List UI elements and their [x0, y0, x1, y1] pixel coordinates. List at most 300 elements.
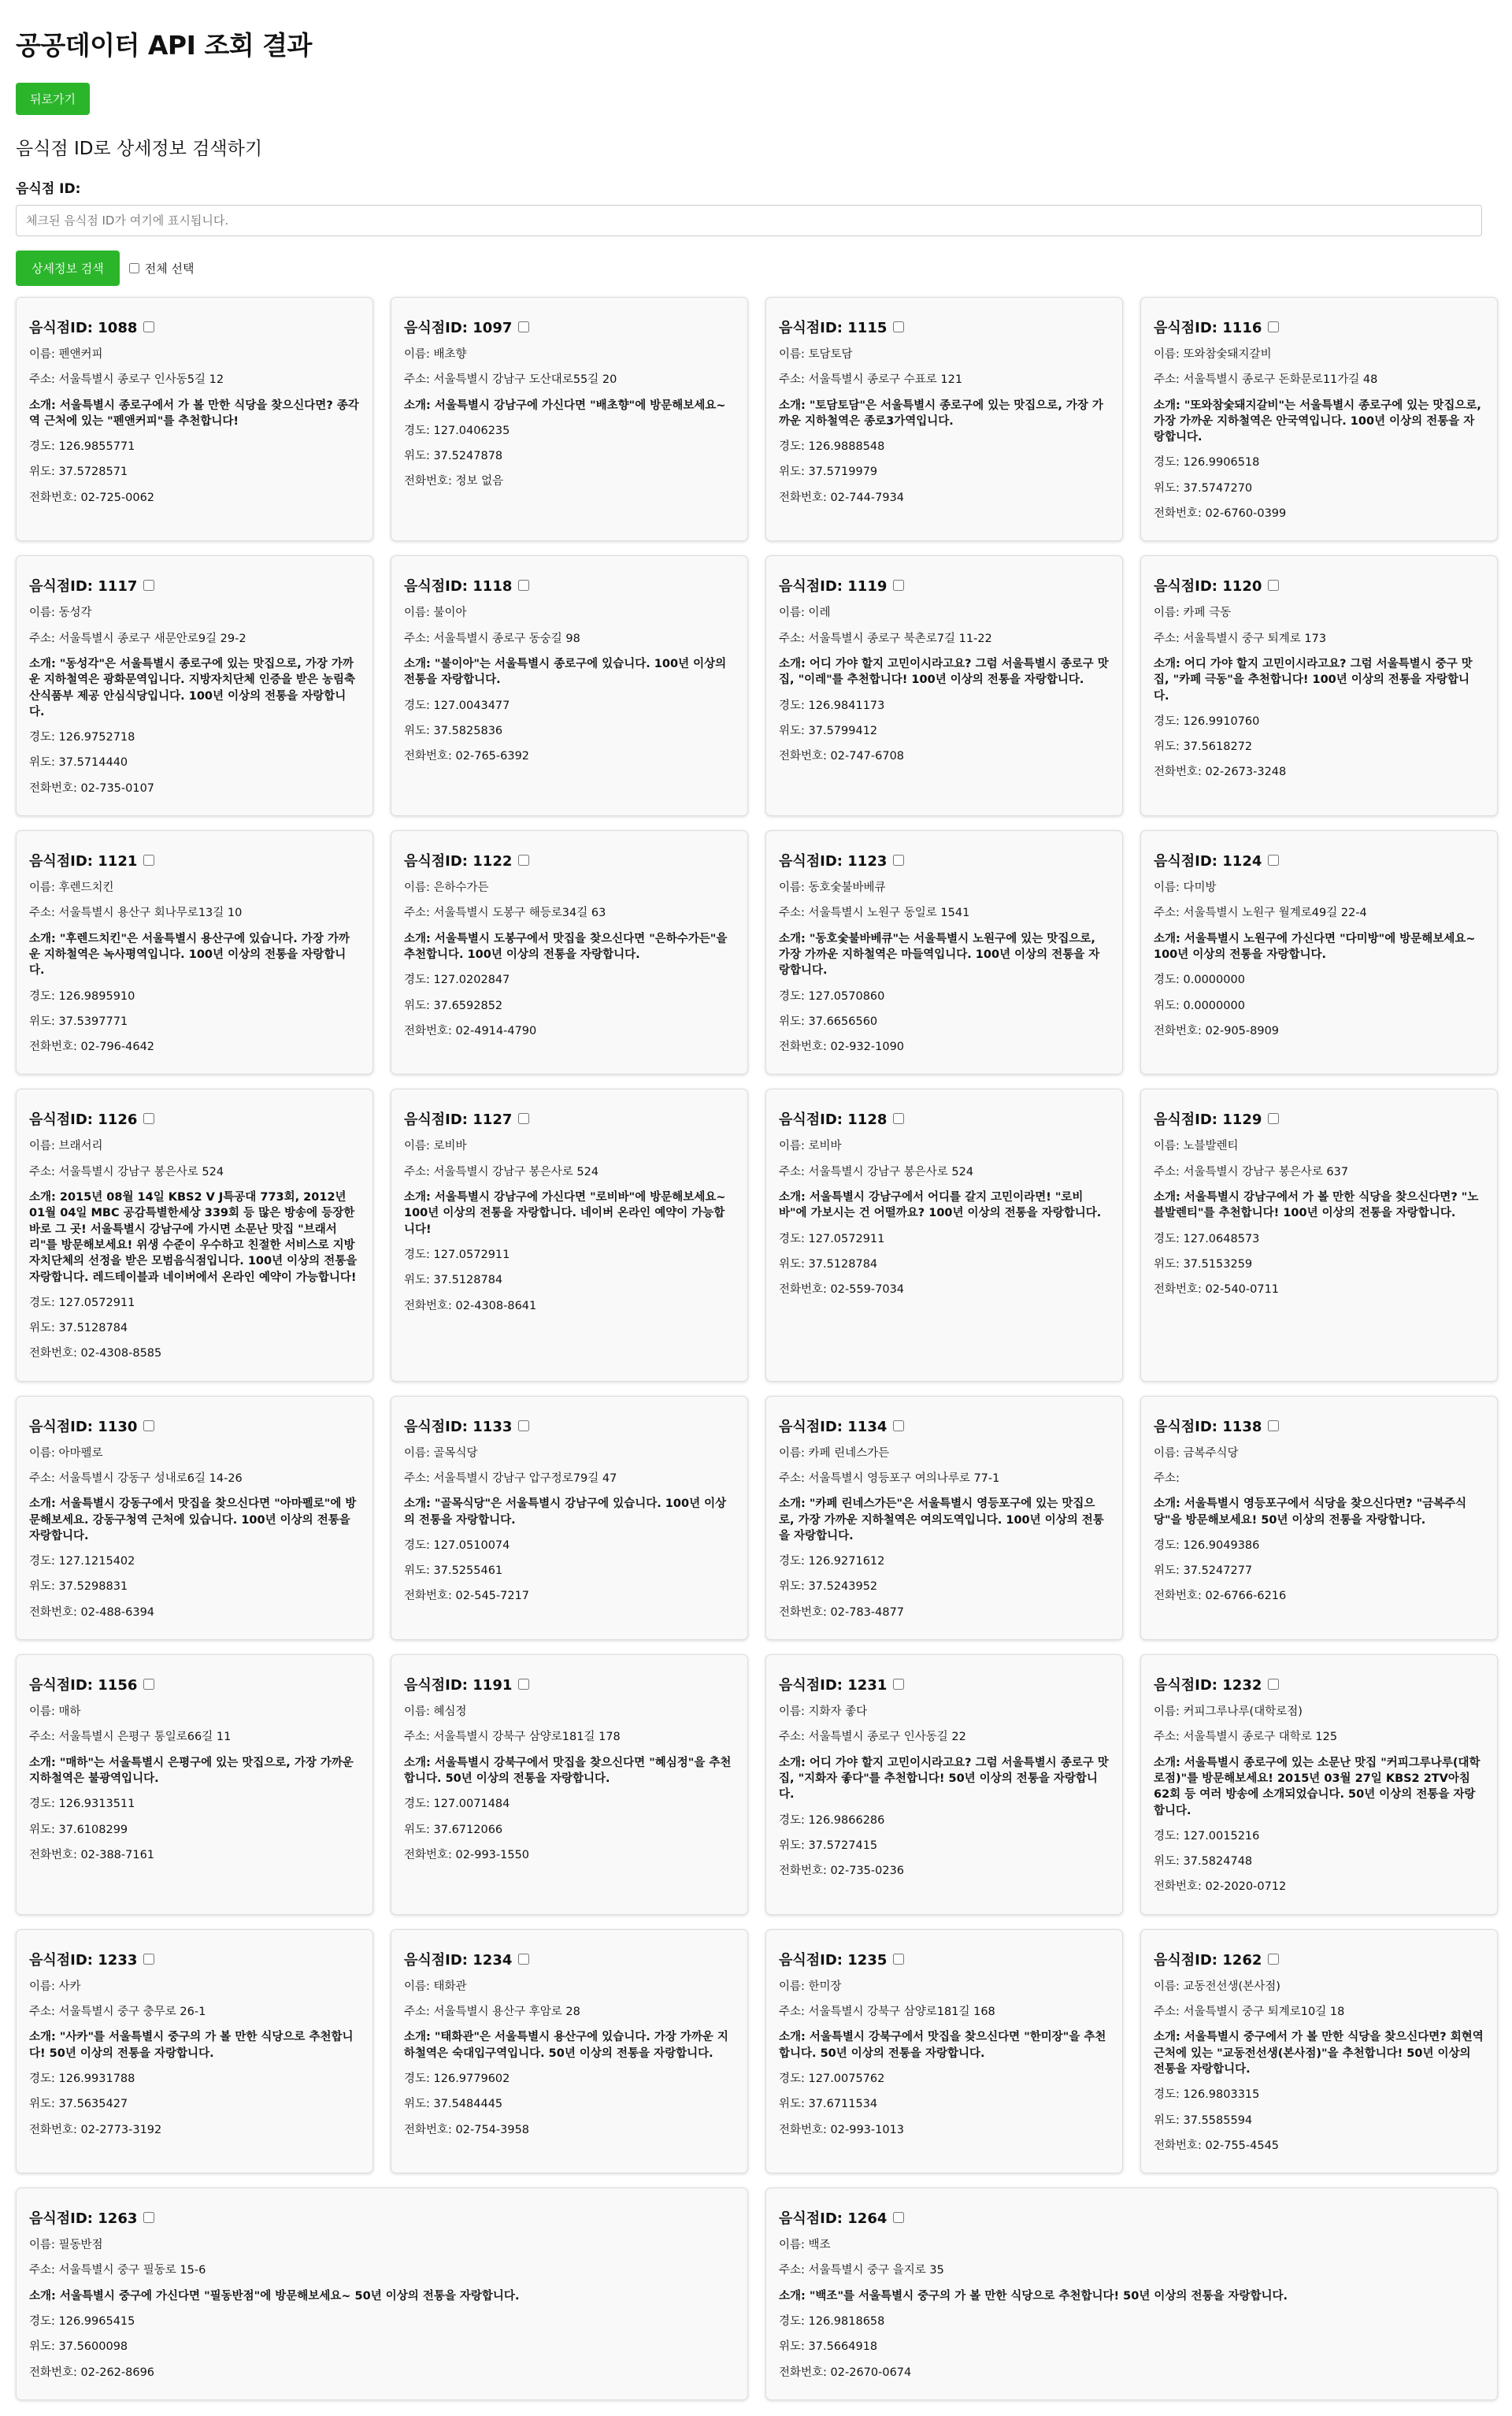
- card-latitude-label: 위도:: [779, 2340, 809, 2354]
- card-longitude-label: 경도:: [404, 974, 434, 987]
- card-select-checkbox[interactable]: [1268, 1113, 1279, 1124]
- card-longitude: [1154, 1231, 1484, 1247]
- card-address-label: 주소:: [1154, 1471, 1180, 1485]
- card-longitude: [779, 439, 1110, 455]
- card-id-value: 1133: [472, 1418, 513, 1435]
- card-id-heading: [404, 1416, 735, 1436]
- card-id-heading: [1154, 850, 1484, 870]
- restaurant-card: [16, 297, 373, 541]
- card-address: [29, 631, 360, 647]
- card-phone-value: 02-735-0107: [80, 781, 155, 795]
- card-name-label: 이름:: [404, 1705, 434, 1719]
- card-phone-label: 전화번호:: [1154, 1024, 1206, 1037]
- card-select-checkbox[interactable]: [143, 1954, 154, 1965]
- card-select-checkbox[interactable]: [893, 855, 904, 866]
- restaurant-card: [1140, 1089, 1498, 1381]
- card-id-heading: [1154, 575, 1484, 596]
- card-intro: [1154, 1189, 1484, 1222]
- card-phone-label: 전화번호:: [404, 2123, 456, 2136]
- card-address: [779, 2004, 1110, 2020]
- card-latitude-value: 37.5714440: [58, 756, 128, 770]
- card-address-value: 서울특별시 중구 퇴계로 173: [1183, 632, 1327, 645]
- card-select-checkbox[interactable]: [1268, 1679, 1279, 1690]
- restaurant-card: [16, 830, 373, 1074]
- card-intro-label: 소개:: [779, 2031, 810, 2044]
- card-longitude-value: 126.9803315: [1183, 2088, 1260, 2102]
- card-intro-label: 소개:: [404, 1756, 435, 1769]
- select-all[interactable]: [126, 260, 195, 276]
- card-latitude-label: 위도:: [1154, 481, 1184, 495]
- card-intro: [404, 656, 735, 688]
- card-longitude-value: 127.0075762: [808, 2072, 885, 2085]
- card-address-label: 주소:: [29, 907, 59, 920]
- card-address: [1154, 1164, 1484, 1180]
- card-intro: [779, 1189, 1110, 1222]
- card-name-label: 이름:: [1154, 1140, 1184, 1153]
- card-name-value: 노블발렌티: [1183, 1140, 1239, 1153]
- card-longitude-label: 경도:: [29, 2315, 59, 2328]
- card-name-value: 지화자 좋다: [808, 1705, 868, 1719]
- select-all-checkbox[interactable]: [129, 263, 139, 273]
- card-intro: [779, 2288, 1484, 2304]
- card-id-value: 1124: [1222, 853, 1262, 870]
- card-select-checkbox[interactable]: [893, 1420, 904, 1431]
- card-latitude-label: 위도:: [404, 1564, 434, 1578]
- card-longitude-value: 126.9818658: [808, 2315, 885, 2328]
- card-phone-value: 02-4914-4790: [455, 1024, 537, 1037]
- card-latitude: [779, 2339, 1484, 2355]
- card-name-value: 카페 극동: [1183, 607, 1232, 620]
- card-name-value: 교동전선생(본사점): [1183, 1980, 1280, 1993]
- card-select-checkbox[interactable]: [893, 1113, 904, 1124]
- card-latitude-label: 위도:: [779, 724, 809, 737]
- card-address: [1154, 2004, 1484, 2020]
- card-longitude: [779, 1553, 1110, 1569]
- card-address-value: 서울특별시 종로구 북촌로7길 11-22: [808, 632, 992, 645]
- card-address: [1154, 905, 1484, 921]
- card-address-label: 주소:: [1154, 1165, 1184, 1178]
- card-name-value: 불이아: [433, 607, 467, 620]
- card-longitude-value: 127.0071484: [433, 1798, 510, 1811]
- card-id-heading: [404, 317, 735, 337]
- card-phone-label: 전화번호:: [29, 1848, 81, 1861]
- card-name-label: 이름:: [29, 607, 59, 620]
- card-address-value: 서울특별시 종로구 수표로 121: [808, 373, 963, 387]
- card-select-checkbox[interactable]: [518, 580, 529, 591]
- card-longitude-value: 127.0202847: [433, 974, 510, 987]
- card-id-value: 1088: [98, 320, 138, 336]
- restaurant-card: [765, 555, 1123, 816]
- card-address: [29, 1729, 360, 1745]
- card-longitude: [779, 2071, 1110, 2087]
- card-intro: [29, 931, 360, 979]
- card-select-checkbox[interactable]: [893, 1954, 904, 1965]
- card-address-value: 서울특별시 종로구 돈화문로11가길 48: [1183, 373, 1378, 387]
- card-name-label: 이름:: [1154, 607, 1184, 620]
- card-address-label: 주소:: [29, 1471, 59, 1485]
- card-address-label: 주소:: [779, 1731, 809, 1744]
- card-intro-value: "백조"를 서울특별시 중구의 가 볼 만한 식당으로 추천합니다! 50년 이상의 전통을 자랑합니다.: [809, 2289, 1288, 2303]
- card-latitude-label: 위도:: [1154, 2114, 1184, 2127]
- card-latitude: [29, 464, 360, 480]
- card-select-checkbox[interactable]: [518, 1420, 529, 1431]
- card-id-heading: [29, 1949, 360, 1969]
- card-longitude-label: 경도:: [1154, 2088, 1184, 2102]
- card-longitude-label: 경도:: [29, 440, 59, 454]
- card-longitude-value: 126.9910760: [1183, 714, 1260, 728]
- card-address: [404, 631, 735, 647]
- card-select-checkbox[interactable]: [143, 855, 154, 866]
- card-longitude: [1154, 2087, 1484, 2102]
- detail-search-button[interactable]: 상세정보 검색: [16, 251, 120, 286]
- card-address: [404, 905, 735, 921]
- card-longitude: [29, 1295, 360, 1311]
- card-id-heading: [779, 850, 1110, 870]
- card-longitude: [779, 1231, 1110, 1247]
- card-address: [29, 372, 360, 388]
- card-address-label: 주소:: [1154, 373, 1184, 387]
- card-address: [404, 1471, 735, 1486]
- card-id-prefix: 음식점ID:: [1154, 1418, 1223, 1435]
- card-address-label: 주소:: [404, 2006, 434, 2019]
- card-intro-label: 소개:: [29, 2289, 60, 2303]
- card-phone-value: 02-993-1013: [830, 2123, 905, 2136]
- card-name-label: 이름:: [29, 881, 59, 895]
- card-phone-value: 02-735-0236: [830, 1865, 905, 1878]
- card-name-label: 이름:: [1154, 1446, 1184, 1460]
- card-phone: [779, 1282, 1110, 1297]
- card-select-checkbox[interactable]: [143, 1420, 154, 1431]
- restaurant-card: [765, 1929, 1123, 2173]
- card-select-checkbox[interactable]: [518, 1954, 529, 1965]
- card-longitude: [29, 1553, 360, 1569]
- card-latitude: [404, 2096, 735, 2112]
- card-longitude: [779, 989, 1110, 1004]
- card-select-checkbox[interactable]: [143, 2212, 154, 2223]
- restaurant-card: [1140, 830, 1498, 1074]
- card-longitude: [779, 698, 1110, 714]
- card-name: [779, 347, 1110, 362]
- card-select-checkbox[interactable]: [143, 321, 154, 332]
- card-longitude: [29, 2314, 735, 2329]
- card-longitude-label: 경도:: [779, 1813, 809, 1827]
- card-id-value: 1127: [472, 1112, 513, 1129]
- card-latitude-label: 위도:: [404, 999, 434, 1012]
- restaurant-id-input[interactable]: [16, 205, 1482, 236]
- card-intro-value: "또와참숯돼지갈비"는 서울특별시 종로구에 있는 맛집으로, 가장 가까운 지하철역은 안국역입니다. 100년 이상의 전통을 자랑합니다.: [1154, 399, 1481, 444]
- card-phone: [404, 473, 735, 489]
- card-longitude-value: 127.0572911: [433, 1248, 510, 1261]
- card-phone-value: 02-783-4877: [830, 1605, 905, 1619]
- card-longitude: [29, 989, 360, 1004]
- restaurant-card: [765, 297, 1123, 541]
- card-phone-label: 전화번호:: [1154, 1283, 1206, 1297]
- card-phone: [1154, 1879, 1484, 1895]
- card-phone: [779, 2365, 1484, 2381]
- card-address-value: 서울특별시 노원구 동일로 1541: [808, 907, 970, 920]
- card-longitude-label: 경도:: [404, 1538, 434, 1552]
- card-name-label: 이름:: [779, 607, 809, 620]
- card-select-checkbox[interactable]: [893, 580, 904, 591]
- card-latitude: [29, 1822, 360, 1838]
- card-phone-label: 전화번호:: [1154, 766, 1206, 779]
- card-phone-label: 전화번호:: [1154, 507, 1206, 521]
- restaurant-card: [16, 555, 373, 816]
- card-select-checkbox[interactable]: [1268, 1420, 1279, 1431]
- card-longitude-label: 경도:: [404, 424, 434, 437]
- card-phone: [1154, 506, 1484, 521]
- card-select-checkbox[interactable]: [893, 321, 904, 332]
- card-id-heading: [29, 575, 360, 596]
- card-select-checkbox[interactable]: [893, 1679, 904, 1690]
- card-id-heading: [404, 1674, 735, 1694]
- card-phone-label: 전화번호:: [779, 1041, 831, 1054]
- restaurant-card: [16, 2188, 748, 2400]
- card-latitude-value: 37.5397771: [58, 1015, 128, 1028]
- card-address-label: 주소:: [29, 373, 59, 387]
- card-intro: [29, 1496, 360, 1544]
- card-name: [29, 347, 360, 362]
- card-id-value: 1097: [472, 320, 513, 336]
- card-intro-label: 소개:: [779, 1497, 810, 1511]
- card-id-prefix: 음식점ID:: [404, 1418, 473, 1435]
- card-phone: [779, 490, 1110, 506]
- back-button[interactable]: 뒤로가기: [16, 83, 90, 115]
- card-longitude: [1154, 1828, 1484, 1844]
- card-intro: [779, 656, 1110, 688]
- card-longitude: [404, 1538, 735, 1553]
- restaurant-id-label: 음식점 ID:: [16, 181, 81, 197]
- card-longitude-value: 126.9049386: [1183, 1538, 1260, 1552]
- restaurant-card: [765, 1089, 1123, 1381]
- card-id-prefix: 음식점ID:: [29, 1418, 98, 1435]
- card-address-label: 주소:: [29, 632, 59, 645]
- card-latitude: [1154, 739, 1484, 755]
- search-controls: [16, 251, 1496, 286]
- card-select-checkbox[interactable]: [143, 1113, 154, 1124]
- card-phone-value: 02-932-1090: [830, 1041, 905, 1054]
- card-id-value: 1264: [847, 2210, 888, 2228]
- card-id-value: 1263: [98, 2210, 138, 2228]
- card-name-label: 이름:: [404, 348, 434, 361]
- card-id-heading: [404, 1108, 735, 1129]
- card-address-label: 주소:: [779, 1471, 809, 1485]
- card-intro-value: 서울특별시 종로구에 있는 소문난 맛집 "커피그루나루(대학로점)"를 방문해보세요! 2015년 03월 27일 KBS2 2TV아침 62회 등 여러 방송에 소개되었습니다. 50년 이상의 전통을 자랑합니다.: [1154, 1756, 1480, 1817]
- card-intro-label: 소개:: [1154, 399, 1184, 412]
- card-phone-label: 전화번호:: [779, 1865, 831, 1878]
- card-name: [1154, 880, 1484, 896]
- card-intro-value: "후렌드치킨"은 서울특별시 용산구에 있습니다. 가장 가까운 지하철역은 녹사평역입니다. 100년 이상의 전통을 자랑합니다.: [29, 932, 350, 978]
- card-intro-value: "불이아"는 서울특별시 종로구에 있습니다. 100년 이상의 전통을 자랑합니다.: [404, 657, 727, 687]
- card-latitude-value: 37.6592852: [433, 999, 503, 1012]
- card-longitude-value: 126.9965415: [58, 2315, 135, 2328]
- card-name-label: 이름:: [779, 1980, 809, 1993]
- card-phone-label: 전화번호:: [29, 1347, 81, 1360]
- card-longitude-label: 경도:: [779, 1555, 809, 1568]
- card-phone: [1154, 1023, 1484, 1039]
- card-latitude-label: 위도:: [779, 1839, 809, 1852]
- card-name: [1154, 347, 1484, 362]
- card-address-label: 주소:: [404, 632, 434, 645]
- card-id-value: 1128: [847, 1112, 888, 1129]
- card-intro-label: 소개:: [1154, 657, 1184, 670]
- card-name-value: 은하수가든: [433, 881, 489, 895]
- restaurant-card: [765, 2188, 1498, 2400]
- card-intro-value: 서울특별시 강남구에서 어디를 갈지 고민이라면! "로비바"에 가보시는 건 어떨까요? 100년 이상의 전통을 자랑합니다.: [779, 1191, 1102, 1220]
- card-id-heading: [779, 317, 1110, 337]
- card-select-checkbox[interactable]: [518, 1679, 529, 1690]
- card-id-value: 1122: [472, 853, 513, 870]
- card-name: [779, 605, 1110, 621]
- card-intro-label: 소개:: [1154, 1756, 1184, 1769]
- card-latitude-value: 37.5128784: [433, 1274, 503, 1287]
- card-name-label: 이름:: [29, 1140, 59, 1153]
- restaurant-card: [16, 1396, 373, 1640]
- card-intro: [29, 1189, 360, 1286]
- card-id-heading: [1154, 1108, 1484, 1129]
- card-address-value: 서울특별시 강남구 봉은사로 524: [808, 1165, 974, 1178]
- card-select-checkbox[interactable]: [1268, 855, 1279, 866]
- card-intro-label: 소개:: [1154, 932, 1184, 945]
- card-address-value: 서울특별시 강북구 삼양로181길 178: [433, 1731, 621, 1744]
- card-address-value: 서울특별시 강남구 압구정로79길 47: [433, 1471, 617, 1485]
- card-address-value: 서울특별시 강남구 봉은사로 637: [1183, 1165, 1349, 1178]
- card-phone: [1154, 1588, 1484, 1604]
- card-latitude-value: 37.5585594: [1183, 2114, 1253, 2127]
- card-name-value: 로비바: [433, 1140, 467, 1153]
- card-latitude-label: 위도:: [29, 1015, 59, 1028]
- card-address-value: 서울특별시 영등포구 여의나루로 77-1: [808, 1471, 1000, 1485]
- card-phone: [1154, 1282, 1484, 1297]
- card-longitude-value: 127.0406235: [433, 424, 510, 437]
- card-address: [29, 2262, 735, 2278]
- card-intro-label: 소개:: [779, 932, 810, 945]
- card-intro-label: 소개:: [29, 932, 60, 945]
- card-address: [779, 2262, 1484, 2278]
- card-id-value: 1117: [98, 578, 138, 596]
- card-latitude-label: 위도:: [29, 2340, 59, 2354]
- card-longitude-value: 126.9906518: [1183, 456, 1260, 469]
- card-select-checkbox[interactable]: [518, 321, 529, 332]
- card-name-label: 이름:: [404, 607, 434, 620]
- card-id-value: 1231: [847, 1677, 888, 1694]
- card-address-value: 서울특별시 종로구 동숭길 98: [433, 632, 580, 645]
- card-name-label: 이름:: [1154, 1705, 1184, 1719]
- card-id-value: 1232: [1222, 1677, 1262, 1694]
- card-name-value: 이레: [808, 607, 831, 620]
- card-latitude-value: 37.6656560: [808, 1015, 878, 1028]
- card-id-heading: [1154, 1949, 1484, 1969]
- card-latitude-value: 37.5728571: [58, 466, 128, 479]
- card-address-label: 주소:: [404, 907, 434, 920]
- card-latitude: [29, 1579, 360, 1594]
- card-name-value: 혜심정: [433, 1705, 467, 1719]
- card-latitude-label: 위도:: [1154, 1564, 1184, 1578]
- card-phone-label: 전화번호:: [779, 750, 831, 763]
- card-phone-label: 전화번호:: [404, 750, 456, 763]
- restaurant-card: [16, 1929, 373, 2173]
- card-phone-value: 정보 없음: [455, 475, 504, 488]
- card-latitude-label: 위도:: [1154, 999, 1184, 1012]
- card-select-checkbox[interactable]: [893, 2212, 904, 2223]
- card-phone: [404, 748, 735, 764]
- card-name: [779, 880, 1110, 896]
- section-title: 음식점 ID로 상세정보 검색하기: [16, 139, 263, 159]
- card-longitude-label: 경도:: [29, 989, 59, 1003]
- card-latitude: [404, 1822, 735, 1838]
- card-id-value: 1191: [472, 1677, 513, 1694]
- card-phone-label: 전화번호:: [404, 1024, 456, 1037]
- card-latitude: [29, 1320, 360, 1336]
- card-latitude-label: 위도:: [779, 2098, 809, 2111]
- card-phone-value: 02-765-6392: [455, 750, 530, 763]
- card-id-value: 1116: [1222, 320, 1262, 336]
- card-select-checkbox[interactable]: [518, 1113, 529, 1124]
- card-address-value: 서울특별시 중구 을지로 35: [808, 2264, 944, 2277]
- card-longitude: [29, 2071, 360, 2087]
- card-longitude-label: 경도:: [1154, 456, 1184, 469]
- card-name-value: 토담토담: [808, 348, 853, 361]
- card-intro-value: 서울특별시 종로구에서 가 볼 만한 식당을 찾으신다면? 종각역 근처에 있는 "펜앤커피"를 추천합니다!: [29, 399, 359, 428]
- card-address-label: 주소:: [779, 373, 809, 387]
- card-intro: [404, 2029, 735, 2062]
- card-latitude-value: 37.5600098: [58, 2340, 128, 2354]
- card-select-checkbox[interactable]: [518, 855, 529, 866]
- card-id-value: 1126: [98, 1112, 138, 1129]
- card-select-checkbox[interactable]: [1268, 1954, 1279, 1965]
- card-longitude: [29, 1796, 360, 1812]
- card-name-value: 로비바: [808, 1140, 842, 1153]
- card-select-checkbox[interactable]: [143, 580, 154, 591]
- card-address-label: 주소:: [1154, 1731, 1184, 1744]
- card-longitude-label: 경도:: [1154, 974, 1184, 987]
- card-address-value: 서울특별시 은평구 통일로66길 11: [58, 1731, 232, 1744]
- card-phone-label: 전화번호:: [29, 2366, 81, 2379]
- card-longitude-label: 경도:: [779, 2315, 809, 2328]
- card-name-label: 이름:: [404, 1446, 434, 1460]
- card-longitude-label: 경도:: [1154, 1829, 1184, 1843]
- card-address: [1154, 631, 1484, 647]
- card-address: [779, 372, 1110, 388]
- card-address-label: 주소:: [404, 1165, 434, 1178]
- card-longitude-value: 0.0000000: [1183, 974, 1245, 987]
- card-address-label: 주소:: [29, 1731, 59, 1744]
- card-intro-value: "사카"를 서울특별시 중구의 가 볼 만한 식당으로 추천합니다! 50년 이상의 전통을 자랑합니다.: [29, 2031, 354, 2060]
- card-address-value: 서울특별시 종로구 대학로 125: [1183, 1731, 1338, 1744]
- card-phone: [404, 1023, 735, 1039]
- card-id-heading: [779, 575, 1110, 596]
- card-longitude-label: 경도:: [1154, 1538, 1184, 1552]
- card-select-checkbox[interactable]: [143, 1679, 154, 1690]
- card-longitude-value: 126.9313511: [58, 1798, 135, 1811]
- card-address-label: 주소:: [404, 1471, 434, 1485]
- card-id-prefix: 음식점ID:: [779, 1418, 848, 1435]
- card-phone-label: 전화번호:: [29, 1605, 81, 1619]
- card-phone: [29, 2122, 360, 2138]
- card-id-value: 1118: [472, 578, 513, 596]
- card-intro-value: "토담토담"은 서울특별시 종로구에 있는 맛집으로, 가장 가까운 지하철역은 종로3가역입니다.: [779, 399, 1103, 428]
- card-longitude-value: 127.0043477: [433, 699, 510, 712]
- card-select-checkbox[interactable]: [1268, 321, 1279, 332]
- card-select-checkbox[interactable]: [1268, 580, 1279, 591]
- card-intro-label: 소개:: [404, 932, 435, 945]
- card-address-value: 서울특별시 중구 필동로 15-6: [58, 2264, 206, 2277]
- card-id-heading: [29, 850, 360, 870]
- card-id-prefix: 음식점ID:: [1154, 578, 1223, 596]
- card-phone-label: 전화번호:: [404, 1299, 456, 1312]
- card-longitude: [404, 423, 735, 439]
- card-latitude-label: 위도:: [29, 466, 59, 479]
